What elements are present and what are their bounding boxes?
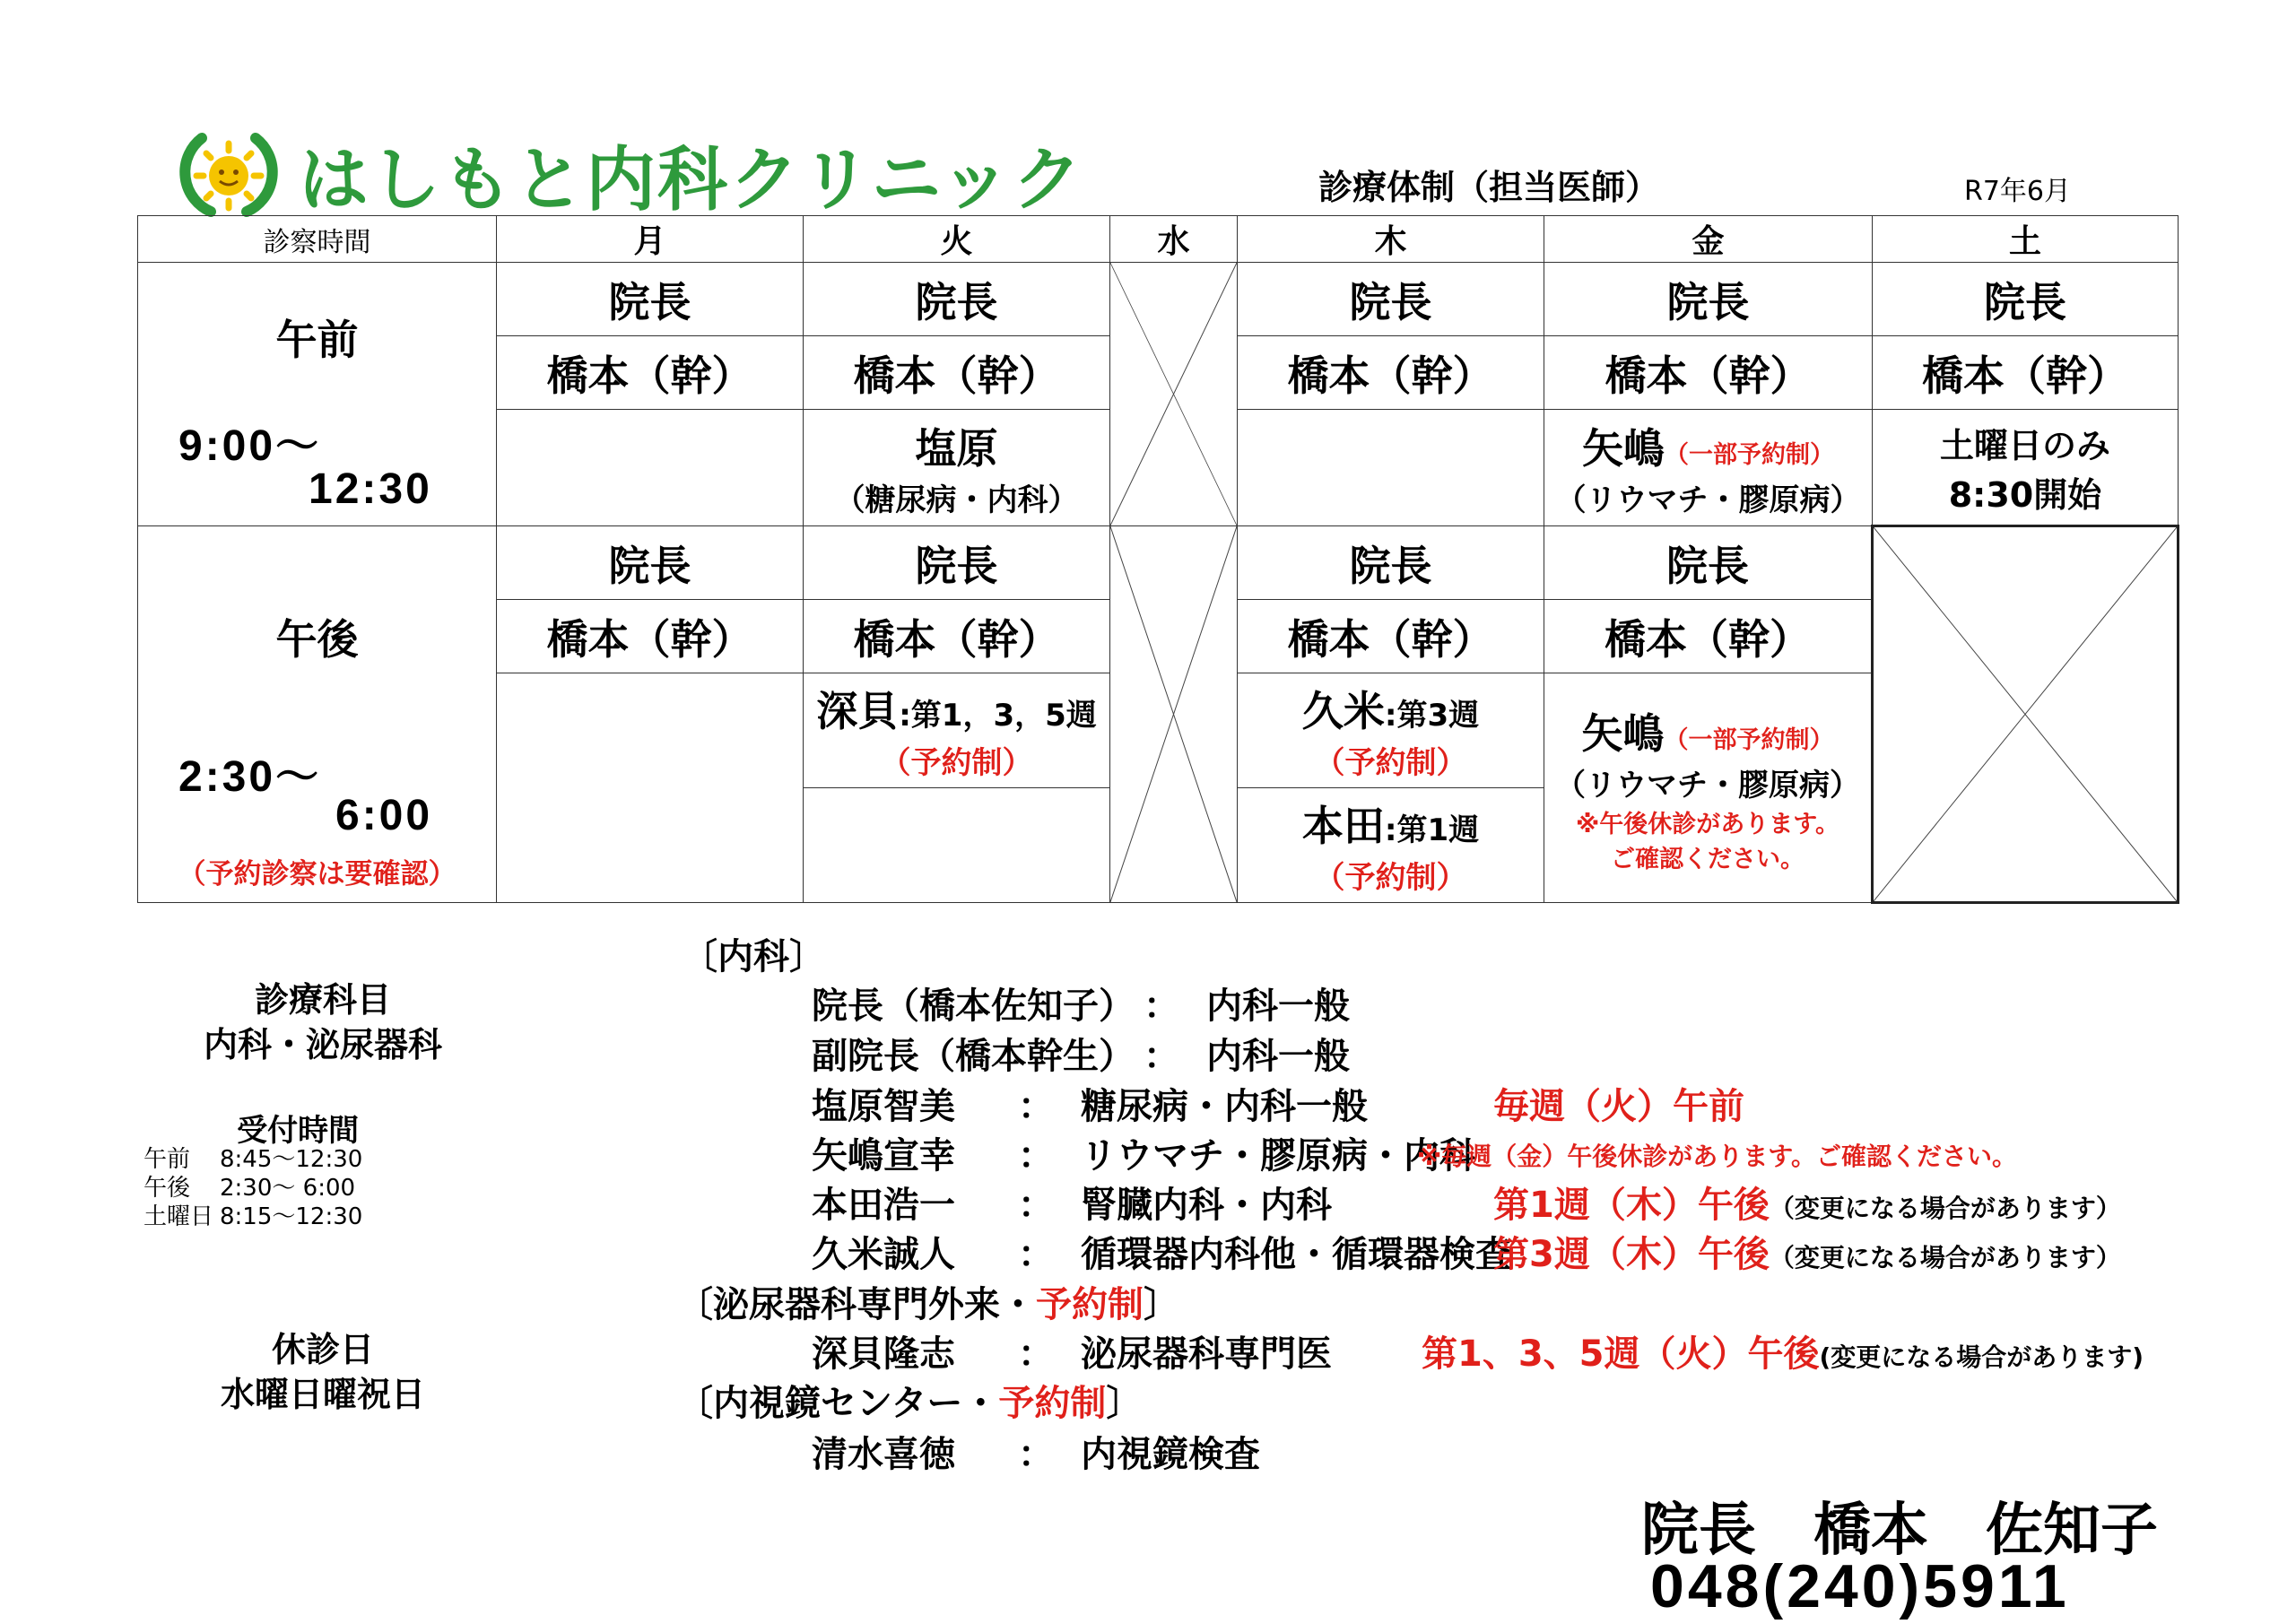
staff-spec: リウマチ・膠原病・内科 [1081, 1135, 1475, 1177]
fri-am-yajima-cell [1544, 410, 1873, 526]
pm-end: 6:00 [335, 792, 433, 839]
staff-name: 久米誠人 [812, 1234, 955, 1275]
am-start: 9:00〜 [178, 422, 322, 470]
fri-pm-director: 院長 [1544, 526, 1873, 600]
internal-heading: 〔内科〕 [682, 936, 825, 977]
endoscopy-reserve: 予約制 [998, 1383, 1107, 1424]
clinic-name: はしもと内科クリニック [299, 140, 1084, 221]
tue-am-shiobara: 塩原 [915, 424, 998, 473]
staff-name: 矢嶋宣幸 [812, 1135, 955, 1177]
am-end: 12:30 [309, 465, 432, 513]
am-time-cell [138, 263, 497, 526]
sat-note-1: 土曜日のみ [1939, 426, 2110, 465]
reception-label: 午前 [144, 1146, 191, 1173]
staff-spec: 循環器内科他・循環器検査 [1081, 1234, 1511, 1275]
dept-heading: 診療科目 [254, 980, 391, 1020]
reception-row [144, 1145, 362, 1174]
pm-note: （予約診察は要確認） [178, 858, 457, 890]
day-sat: 土 [1873, 216, 2179, 263]
tue-pm-fukagai: 深貝 [816, 687, 900, 735]
tue-pm-empty [804, 788, 1110, 903]
staff-line [812, 1426, 1260, 1477]
urology-reserve: 予約制 [1036, 1284, 1144, 1325]
mon-pm-director: 院長 [497, 526, 804, 600]
department-block [179, 977, 466, 1067]
dept-value: 内科・泌尿器科 [203, 1025, 442, 1064]
staff-note: ※毎週（金）午後休診があります。ご確認ください。 [1417, 1142, 2017, 1171]
header-time: 診察時間 [138, 216, 497, 263]
reception-block [144, 1113, 363, 1231]
thu-am-director: 院長 [1238, 263, 1544, 336]
thu-pm-kume-weeks: :第3週 [1384, 698, 1480, 734]
day-tue: 火 [804, 216, 1110, 263]
staff-name: 副院長（橋本幹生） [812, 1036, 1117, 1077]
staff-line [812, 1127, 1475, 1178]
fri-pm-yajima-spec: （リウマチ・膠原病） [1555, 768, 1860, 803]
sat-note-2: 8:30開始 [1948, 475, 2102, 515]
urology-heading [677, 1276, 1179, 1327]
staff-spec: 泌尿器科専門医 [1081, 1333, 1332, 1375]
director-signature: 院長 橋本 佐知子 [1641, 1498, 2158, 1564]
pm-start: 2:30〜 [178, 753, 322, 801]
reception-label: 土曜日 [144, 1203, 214, 1230]
fri-am-director: 院長 [1544, 263, 1873, 336]
staff-name: 院長（橋本佐知子） [812, 986, 1117, 1027]
staff-sched: 第1週（木）午後 [1493, 1185, 1770, 1226]
staff-note: （変更になる場合があります） [1769, 1194, 2121, 1223]
tue-pm-fukagai-cell [804, 673, 1110, 788]
endoscopy-heading [677, 1375, 1142, 1426]
staff-spec: 糖尿病・内科一般 [1081, 1086, 1368, 1127]
staff-line [812, 1226, 1511, 1277]
staff-sep: ： [1018, 1185, 1054, 1226]
sun-logo-icon [175, 129, 283, 219]
am-label: 午前 [275, 316, 359, 364]
wed-am-closed [1110, 263, 1238, 526]
thu-pm-honda: 本田 [1301, 802, 1385, 850]
staff-sched-line [1422, 1325, 2144, 1376]
fri-pm-note-2: ご確認ください。 [1611, 846, 1805, 873]
date-label: R7年6月 [1964, 176, 2072, 207]
urology-heading-close: 〕 [1144, 1284, 1179, 1325]
closed-heading: 休診日 [271, 1330, 374, 1369]
staff-sep: ： [1018, 1333, 1054, 1375]
fri-pm-yajima-res: （一部予約制） [1664, 726, 1834, 754]
tue-pm-kan: 橋本（幹） [804, 600, 1110, 673]
closed-value: 水曜日曜祝日 [220, 1375, 425, 1414]
fri-am-yajima-spec: （リウマチ・膠原病） [1555, 482, 1861, 518]
staff-spec: 腎臓内科・内科 [1081, 1185, 1332, 1226]
staff-sep: ： [1144, 1036, 1179, 1077]
staff-line [812, 1028, 1350, 1079]
sat-am-kan: 橋本（幹） [1873, 336, 2179, 410]
fri-pm-kan: 橋本（幹） [1544, 600, 1873, 673]
tue-am-kan: 橋本（幹） [804, 336, 1110, 410]
schedule-table [137, 215, 2179, 904]
tue-pm-director: 院長 [804, 526, 1110, 600]
reception-time: 8:45〜12:30 [220, 1146, 363, 1173]
staff-sched-line [1493, 1226, 2121, 1277]
staff-sep: ： [1018, 1434, 1054, 1475]
thu-pm-kume: 久米 [1301, 687, 1385, 735]
staff-sched: 第3週（木）午後 [1493, 1234, 1770, 1275]
staff-line [812, 1177, 1332, 1228]
staff-note: (変更になる場合があります) [1819, 1342, 2144, 1372]
fri-pm-yajima: 矢嶋 [1581, 709, 1665, 758]
thu-pm-honda-weeks: :第1週 [1384, 812, 1480, 848]
phone-number: 048(240)5911 [1650, 1552, 2070, 1620]
staff-name: 深貝隆志 [812, 1333, 955, 1375]
urology-heading-text: 〔泌尿器科専門外来・ [677, 1284, 1036, 1325]
thu-pm-honda-cell [1238, 788, 1544, 903]
reception-time: 2:30〜 6:00 [220, 1175, 356, 1202]
pm-time-cell [138, 526, 497, 903]
reception-heading: 受付時間 [237, 1113, 360, 1149]
closed-block [179, 1327, 466, 1417]
staff-spec: 内視鏡検査 [1081, 1434, 1260, 1475]
reception-time: 8:15〜12:30 [220, 1203, 363, 1230]
day-wed: 水 [1110, 216, 1238, 263]
staff-name: 清水喜徳 [812, 1434, 955, 1475]
staff-name: 本田浩一 [812, 1185, 955, 1226]
fri-am-kan: 橋本（幹） [1544, 336, 1873, 410]
staff-sched: 第1、3、5週（火）午後 [1422, 1333, 1820, 1375]
mon-pm-kan: 橋本（幹） [497, 600, 804, 673]
tue-pm-fukagai-weeks: :第1，3，5週 [899, 698, 1097, 734]
clinic-logo [175, 124, 1083, 224]
wed-pm-closed [1110, 526, 1238, 903]
staff-line [812, 1078, 1368, 1129]
thu-pm-kan: 橋本（幹） [1238, 600, 1544, 673]
staff-sep: ： [1018, 1234, 1054, 1275]
reception-row [144, 1174, 362, 1203]
thu-pm-kume-reserve: （予約制） [1314, 745, 1467, 781]
thu-pm-honda-reserve: （予約制） [1314, 860, 1467, 896]
mon-am-empty [497, 410, 804, 526]
day-thu: 木 [1238, 216, 1544, 263]
thu-am-empty [1238, 410, 1544, 526]
reception-label: 午後 [144, 1175, 191, 1202]
sat-am-note-cell [1873, 410, 2179, 526]
sat-am-director: 院長 [1873, 263, 2179, 336]
staff-sched-line [1493, 1177, 2121, 1228]
sat-pm-closed [1873, 526, 2179, 903]
day-mon: 月 [497, 216, 804, 263]
staff-sep: ： [1018, 1086, 1054, 1127]
staff-spec: 内科一般 [1206, 986, 1350, 1027]
endoscopy-heading-close: 〕 [1106, 1383, 1143, 1424]
thu-am-kan: 橋本（幹） [1238, 336, 1544, 410]
fri-am-yajima: 矢嶋 [1582, 424, 1665, 473]
day-fri: 金 [1544, 216, 1873, 263]
mon-am-kan: 橋本（幹） [497, 336, 804, 410]
fri-pm-yajima-cell [1544, 673, 1873, 903]
staff-sep: ： [1144, 986, 1179, 1027]
tue-pm-reserve: （予約制） [880, 745, 1033, 781]
tue-am-director: 院長 [804, 263, 1110, 336]
staff-spec: 内科一般 [1206, 1036, 1350, 1077]
fri-am-yajima-res: （一部予約制） [1665, 441, 1834, 469]
tue-am-shiobara-spec: （糖尿病・内科） [834, 482, 1079, 518]
tue-am-shiobara-cell [804, 410, 1110, 526]
page-title: 診療体制（担当医師） [1318, 168, 1660, 207]
staff-sep: ： [1018, 1135, 1054, 1177]
thu-pm-director: 院長 [1238, 526, 1544, 600]
staff-sched: 毎週（火）午前 [1493, 1086, 1744, 1127]
staff-note: （変更になる場合があります） [1769, 1243, 2121, 1272]
endoscopy-heading-text: 〔内視鏡センター・ [677, 1383, 999, 1424]
fri-pm-note-1: ※午後休診があります。 [1575, 811, 1840, 838]
reception-row [144, 1203, 362, 1231]
mon-am-director: 院長 [497, 263, 804, 336]
pm-label: 午後 [275, 615, 359, 664]
thu-pm-kume-cell [1238, 673, 1544, 788]
mon-pm-empty [497, 673, 804, 903]
staff-line [812, 1325, 1332, 1376]
staff-name: 塩原智美 [812, 1086, 955, 1127]
staff-line [812, 977, 1350, 1029]
